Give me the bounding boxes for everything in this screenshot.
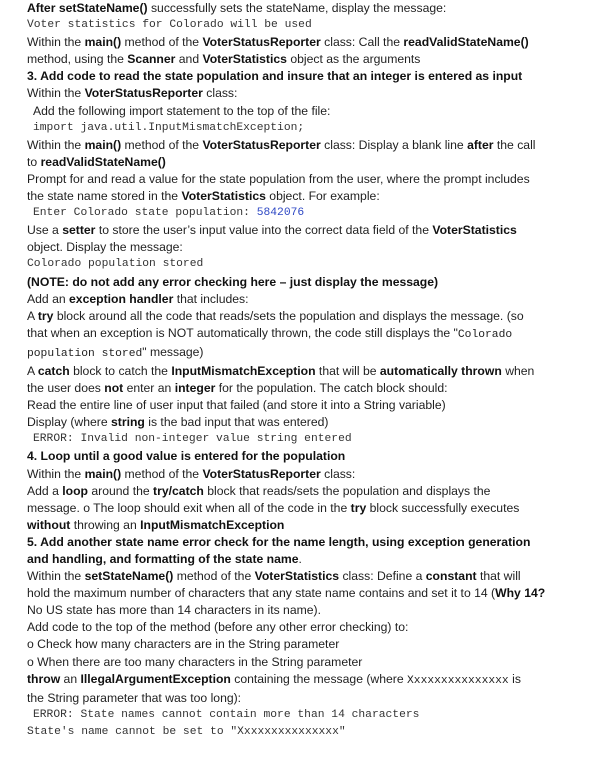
code-line (27, 256, 595, 273)
code-line (27, 431, 595, 448)
bold-text: readValidStateName() (403, 35, 529, 50)
text-segment: class: (202, 86, 238, 101)
bold-text: without (27, 517, 71, 532)
bold-text: 4. Loop until a good value is entered for the population (27, 449, 346, 464)
text-line (27, 325, 595, 344)
text-segment: that will be (315, 363, 380, 378)
text-line (27, 397, 595, 414)
text-line (27, 380, 595, 397)
document-body (27, 0, 595, 741)
bold-text: 5. Add another state name error check for the name length, using exception generation (27, 534, 531, 549)
text-line (27, 602, 595, 619)
bold-text: Scanner (127, 52, 176, 67)
bold-text: IllegalArgumentException (80, 671, 231, 686)
text-segment: Voter statistics for Colorado will be used (27, 19, 312, 32)
text-segment: o When there are too many characters in the String parameter (27, 654, 363, 669)
text-segment: " message) (142, 344, 204, 359)
text-segment: Use a (27, 223, 63, 238)
bold-text: 3. Add code to read the state population and insure that an integer is entered as input (27, 69, 523, 84)
text-segment: is (508, 671, 521, 686)
text-line (27, 154, 595, 171)
text-segment: o Check how many characters are in the String parameter (27, 637, 340, 652)
text-segment: Within the (27, 466, 85, 481)
text-segment: A (27, 363, 38, 378)
text-segment: that when an exception is NOT automatically thrown, the code still displays the " (27, 325, 458, 340)
text-segment: block successfully executes (366, 500, 520, 515)
text-segment: No US state has more than 14 characters in its name). (27, 603, 321, 618)
text-line (27, 188, 595, 205)
code-line (27, 724, 595, 741)
text-segment: Display (where (27, 415, 111, 430)
bold-text: setStateName() (84, 569, 174, 584)
bold-text: and handling, and formatting of the state name (27, 552, 299, 566)
bold-text: VoterStatusReporter (202, 466, 321, 481)
bold-text: VoterStatistics (432, 223, 517, 238)
bold-text: catch (37, 363, 70, 378)
text-segment: the String parameter that was too long): (27, 690, 242, 705)
text-line (27, 344, 595, 363)
text-line (27, 448, 595, 465)
text-segment: is the bad input that was entered) (144, 415, 329, 430)
text-segment: to store the user’s input value into the correct data field of the (95, 223, 433, 238)
text-segment: Prompt for and read a value for the state population from the user, where the prompt includes (27, 171, 530, 186)
bold-text: main() (84, 35, 122, 50)
text-line (27, 671, 595, 690)
text-segment: hold the maximum number of characters that any state name contains and set it to 14 ( (27, 586, 496, 601)
bold-text: try (350, 500, 367, 515)
text-line (27, 85, 595, 102)
bold-text: try (37, 308, 54, 323)
code-line (27, 120, 595, 137)
text-line (27, 585, 595, 602)
text-segment: an (60, 671, 81, 686)
text-segment: A (27, 308, 38, 323)
text-line (27, 222, 595, 239)
text-line (27, 483, 595, 500)
bold-text: VoterStatusReporter (202, 137, 321, 152)
text-segment: class: (320, 466, 356, 481)
text-line (27, 103, 595, 120)
text-line (27, 51, 595, 68)
bold-text: VoterStatistics (181, 189, 266, 204)
text-segment: import java.util.InputMismatchException; (33, 121, 305, 134)
text-line (27, 239, 595, 256)
text-segment: the state name stored in the (27, 189, 182, 204)
text-segment: Colorado population stored (27, 258, 204, 271)
text-segment: block around all the code that reads/sets the population and displays the message. (so (53, 308, 524, 323)
text-segment: object as the arguments (286, 52, 421, 67)
bold-text: integer (174, 381, 216, 396)
text-line (27, 568, 595, 585)
text-segment: that includes: (173, 291, 249, 306)
bold-text: (NOTE: do not add any error checking here – just display the message) (27, 274, 439, 289)
text-segment: containing the message (where (230, 671, 408, 686)
text-line (27, 500, 595, 517)
bold-text: VoterStatistics (202, 52, 287, 67)
text-segment: Within the (27, 35, 85, 50)
text-segment: Enter Colorado state population: (33, 207, 257, 220)
text-segment: object. Display the message: (27, 240, 183, 255)
text-segment: that will (476, 569, 521, 584)
bold-text: InputMismatchException (171, 363, 316, 378)
text-segment: method of the (121, 137, 203, 152)
bold-text: not (104, 381, 124, 396)
text-segment: Colorado (457, 328, 513, 341)
text-segment: Add the following import statement to the top of the file: (33, 103, 331, 118)
bold-text: After (27, 1, 59, 15)
text-line (27, 291, 595, 308)
text-segment: method of the (121, 466, 203, 481)
text-segment: object. For example: (265, 189, 380, 204)
text-line (27, 137, 595, 154)
text-line (27, 619, 595, 636)
text-line (27, 690, 595, 707)
text-line (27, 466, 595, 483)
text-segment: class: Call the (320, 35, 404, 50)
text-segment: Within the (27, 569, 85, 584)
text-segment: and (175, 52, 203, 67)
bold-text: setter (62, 223, 96, 238)
bold-text: readValidStateName() (40, 154, 166, 169)
text-segment: Within the (27, 137, 85, 152)
bold-text: exception handler (69, 291, 174, 306)
text-line (27, 551, 595, 568)
text-segment: Add code to the top of the method (before any other error checking) to: (27, 620, 409, 635)
text-segment: class: Define a (339, 569, 426, 584)
bold-text: InputMismatchException (140, 517, 285, 532)
text-segment: . (298, 552, 302, 566)
text-segment: Xxxxxxxxxxxxxxx (407, 674, 509, 687)
bold-text: VoterStatusReporter (84, 86, 203, 101)
text-segment: class: Display a blank line (320, 137, 468, 152)
bold-text: VoterStatistics (254, 569, 340, 584)
text-line (27, 654, 595, 671)
text-segment: block that reads/sets the population and displays the (203, 483, 491, 498)
text-segment: 5842076 (256, 207, 305, 220)
text-line (27, 636, 595, 653)
text-segment: enter an (123, 381, 175, 396)
bold-text: try/catch (153, 483, 204, 498)
bold-text: Why 14? (495, 586, 546, 601)
text-segment: the call (493, 137, 536, 152)
text-segment: message. o The loop should exit when all of the code in the (27, 500, 351, 515)
text-segment: around the (87, 483, 154, 498)
text-segment: method, using the (27, 52, 128, 67)
bold-text: main() (84, 137, 122, 152)
bold-text: constant (425, 569, 477, 584)
text-segment: State's name cannot be set to "Xxxxxxxxxxxxxxx" (27, 725, 346, 738)
bold-text: automatically thrown (379, 363, 502, 378)
text-segment: throwing an (70, 517, 141, 532)
text-line (27, 0, 595, 17)
text-line (27, 34, 595, 51)
text-line (27, 171, 595, 188)
text-segment: method of the (173, 569, 255, 584)
text-segment: block to catch the (69, 363, 172, 378)
text-segment: Add a (27, 483, 63, 498)
text-line (27, 363, 595, 380)
text-segment: Read the entire line of user input that failed (and store it into a String variable) (27, 398, 446, 413)
bold-text: after (467, 137, 494, 152)
bold-text: main() (84, 466, 122, 481)
text-line (27, 308, 595, 325)
text-segment: successfully sets the stateName, display the message: (147, 1, 447, 15)
text-segment: to (27, 154, 41, 169)
code-line (27, 205, 595, 222)
text-segment: population stored (27, 347, 143, 360)
code-line (27, 17, 595, 34)
text-segment: when (501, 363, 535, 378)
bold-text: throw (27, 671, 61, 686)
text-segment: method of the (121, 35, 203, 50)
text-segment: for the population. The catch block should: (215, 381, 448, 396)
text-line (27, 534, 595, 551)
text-segment: ERROR: Invalid non-integer value string entered (33, 433, 352, 446)
bold-text: loop (62, 483, 88, 498)
text-line (27, 517, 595, 534)
text-segment: Add an (27, 291, 70, 306)
text-line (27, 414, 595, 431)
text-segment: ERROR: State names cannot contain more than 14 characters (33, 708, 420, 721)
bold-text: VoterStatusReporter (202, 35, 321, 50)
text-segment: the user does (27, 381, 105, 396)
text-segment: Within the (27, 86, 85, 101)
bold-text: setStateName() (58, 1, 148, 15)
text-line (27, 274, 595, 291)
code-line (27, 707, 595, 724)
text-line (27, 68, 595, 85)
bold-text: string (111, 415, 145, 430)
